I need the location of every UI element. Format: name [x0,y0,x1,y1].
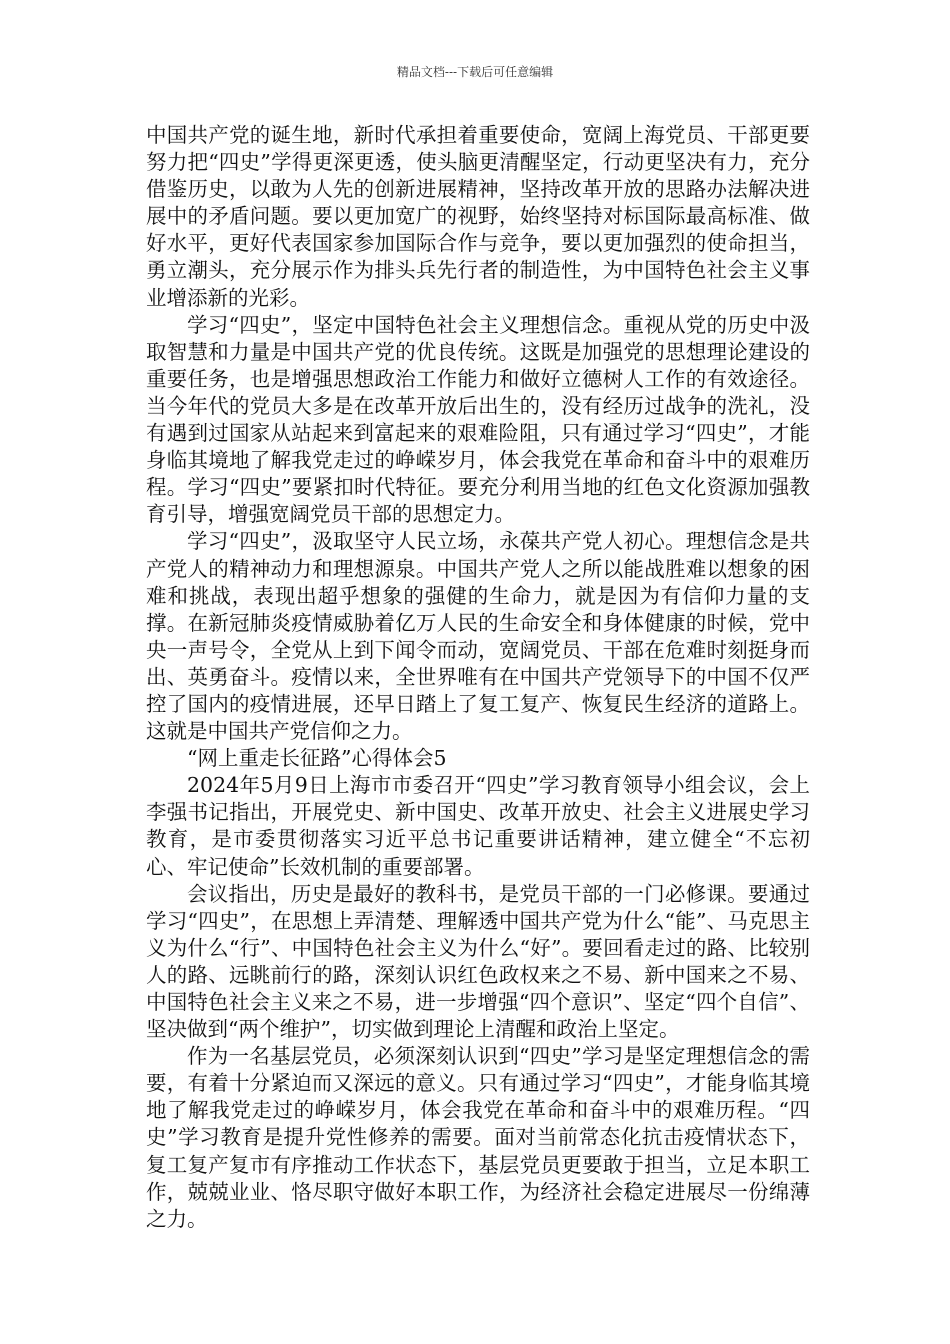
paragraph-people-stance: 学习“四史”，汲取坚守人民立场，永葆共产党人初心。理想信念是共产党人的精神动力和理想源泉。中国共产党人之所以能战胜难以想象的困难和挑战，表现出超乎想象的强健的生命力，就是因为有信仰力量的支撑。在新冠肺炎疫情威胁着亿万人民的生命安全和身体健康的时候，党中央一声号令，全党从上到下闻令而动，宽阔党员、干部在危难时刻挺身而出、英勇奋斗。疫情以来，全世界唯有在中国共产党领导下的中国不仅严控了国内的疫情进展，还早日踏上了复工复产、恢复民生经济的道路上。这就是中国共产党信仰之力。 [146,529,810,744]
page-header: 精品文档---下载后可任意编辑 [396,65,554,79]
section-heading: “网上重走长征路”心得体会5 [187,746,447,771]
paragraph-history-textbook: 会议指出，历史是最好的教科书，是党员干部的一门必修课。要通过学习“四史”，在思想上弄清楚、理解透中国共产党为什么“能”、马克思主义为什么“行”、中国特色社会主义为什么“好”。要回看走过的路、比较别人的路、远眺前行的路，深刻认识红色政权来之不易、新中国来之不易、中国特色社会主义来之不易，进一步增强“四个意识”、坚定“四个自信”、坚决做到“两个维护”，切实做到理论上清醒和政治上坚定。 [146,881,810,1042]
paragraph-ideals: 学习“四史”，坚定中国特色社会主义理想信念。重视从党的历史中汲取智慧和力量是中国共产党的优良传统。这既是加强党的思想理论建设的重要任务，也是增强思想政治工作能力和做好立德树人工作的有效途径。当今年代的党员大多是在改革开放后出生的，没有经历过战争的洗礼，没有遇到过国家从站起来到富起来的艰难险阻，只有通过学习“四史”，才能身临其境地了解我党走过的峥嵘岁月，体会我党在革命和奋斗中的艰难历程。学习“四史”要紧扣时代特征。要充分利用当地的红色文化资源加强教育引导，增强宽阔党员干部的思想定力。 [146,312,810,527]
paragraph-grassroots-member: 作为一名基层党员，必须深刻认识到“四史”学习是坚定理想信念的需要，有着十分紧迫而又深远的意义。只有通过学习“四史”，才能身临其境地了解我党走过的峥嵘岁月，体会我党在革命和奋斗中的艰难历程。“四史”学习教育是提升党性修养的需要。面对当前常态化抗击疫情状态下，复工复产复市有序推动工作状态下，基层党员更要敢于担当，立足本职工作，兢兢业业、恪尽职守做好本职工作，为经济社会稳定进展尽一份绵薄之力。 [146,1044,810,1231]
document-body [146,122,810,1233]
paragraph-meeting: 2024年5月9日上海市市委召开“四史”学习教育领导小组会议，会上李强书记指出，开展党史、新中国史、改革开放史、社会主义进展史学习教育，是市委贯彻落实习近平总书记重要讲话精神，建立健全“不忘初心、牢记使命”长效机制的重要部署。 [146,773,810,879]
paragraph-continuation: 中国共产党的诞生地，新时代承担着重要使命，宽阔上海党员、干部更要努力把“四史”学得更深更透，使头脑更清醒坚定，行动更坚决有力，充分借鉴历史，以敢为人先的创新进展精神，坚持改革开放的思路办法解决进展中的矛盾问题。要以更加宽广的视野，始终坚持对标国际最高标准、做好水平，更好代表国家参加国际合作与竞争，要以更加强烈的使命担当，勇立潮头，充分展示作为排头兵先行者的制造性，为中国特色社会主义事业增添新的光彩。 [146,123,810,310]
